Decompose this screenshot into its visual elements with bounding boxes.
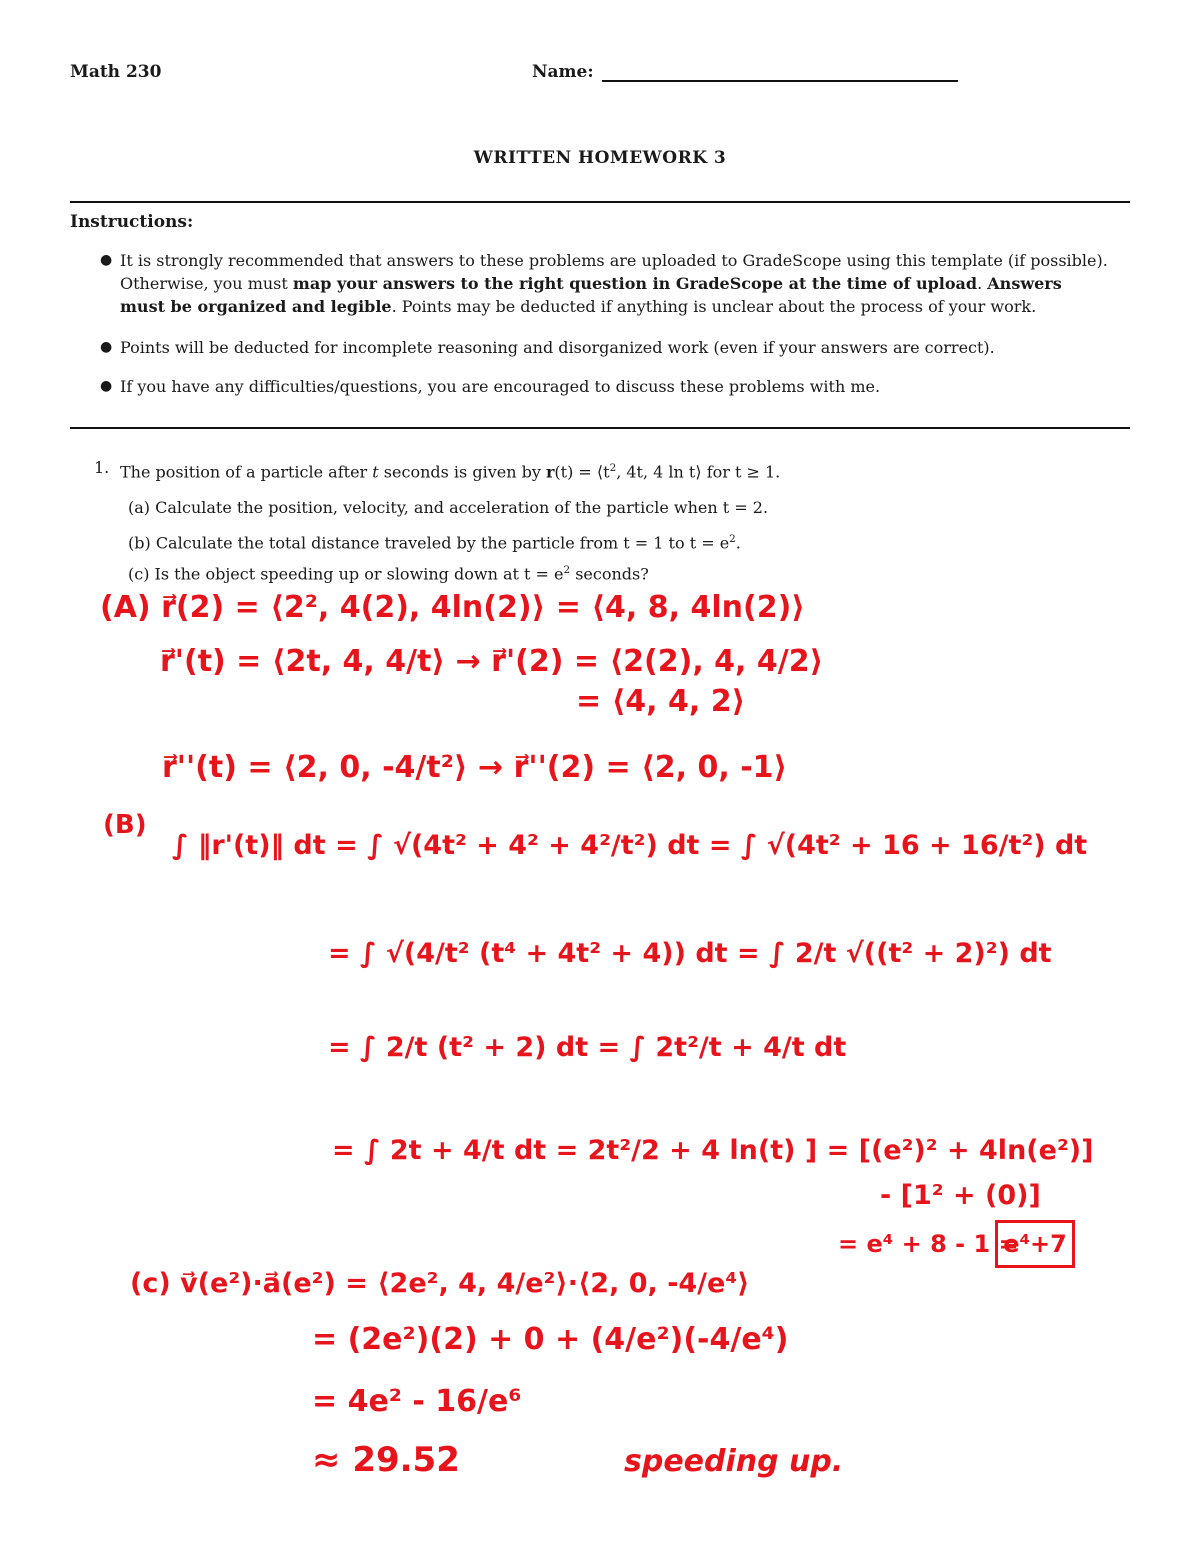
handwritten-a-line-4: r⃗''(t) = ⟨2, 0, -4/t²⟩ → r⃗''(2) = ⟨2, 0, -1⟩ [162, 750, 788, 785]
handwritten-a-line-2: r⃗'(t) = ⟨2t, 4, 4/t⟩ → r⃗'(2) = ⟨2(2), 4, 4/2⟩ [160, 644, 824, 679]
course-label: Math 230 [70, 62, 162, 82]
top-divider [70, 201, 1130, 203]
handwritten-c-line-3: = 4e² - 16/e⁶ [312, 1384, 522, 1419]
bottom-divider [70, 427, 1130, 429]
handwritten-b-line-1: ∫ ‖r'(t)‖ dt = ∫ √(4t² + 4² + 4²/t²) dt = ∫ √(4t² + 16 + 16/t²) dt [172, 830, 1088, 861]
bullet-icon: ● [100, 252, 113, 268]
handwritten-b-line-3: = ∫ 2/t (t² + 2) dt = ∫ 2t²/t + 4/t dt [328, 1032, 847, 1063]
instruction-1-line-2: Otherwise, you must map your answers to the right question in GradeScope at the time of upload. Answers [120, 274, 1062, 293]
page-title: WRITTEN HOMEWORK 3 [473, 148, 727, 168]
handwritten-c-line-2: = (2e²)(2) + 0 + (4/e²)(-4/e⁴) [312, 1322, 789, 1357]
instruction-item-2: Points will be deducted for incomplete reasoning and disorganized work (even if your answers are correct). [120, 338, 995, 357]
handwritten-b-line-2: = ∫ √(4/t² (t⁴ + 4t² + 4)) dt = ∫ 2/t √((t² + 2)²) dt [328, 938, 1052, 969]
handwritten-c-line-4: ≈ 29.52 [312, 1440, 460, 1480]
instruction-1-line-3: must be organized and legible. Points may be deducted if anything is unclear about the process of your work. [120, 297, 1037, 316]
problem-1a: (a) Calculate the position, velocity, and acceleration of the particle when t = 2. [128, 498, 769, 517]
problem-1-number: 1. [94, 458, 110, 477]
handwritten-c-line-5: speeding up. [624, 1444, 844, 1479]
instruction-item-3: If you have any difficulties/questions, you are encouraged to discuss these problems with me. [120, 377, 881, 396]
bullet-icon: ● [100, 339, 113, 355]
bullet-icon: ● [100, 378, 113, 394]
name-label: Name: [532, 62, 594, 82]
instruction-1-line-1: It is strongly recommended that answers to these problems are uploaded to GradeScope using this template (if possible). [120, 251, 1108, 270]
handwritten-b-answer: e⁴+7 [995, 1220, 1075, 1268]
instruction-item-1 [120, 249, 1135, 318]
problem-1c: (c) Is the object speeding up or slowing down at $t = e^2$ seconds? [128, 564, 649, 584]
handwritten-b-line-6: = e⁴ + 8 - 1 = [838, 1230, 1019, 1258]
handwritten-a-line-1: (A) r⃗(2) = ⟨2², 4(2), 4ln(2)⟩ = ⟨4, 8, 4ln(2)⟩ [100, 590, 805, 625]
name-line[interactable] [602, 80, 958, 82]
handwritten-b-line-4: = ∫ 2t + 4/t dt = 2t²/2 + 4 ln(t) ] = [(e²)² + 4ln(e²)] [332, 1135, 1094, 1166]
handwritten-c-line-1: (c) v⃗(e²)·a⃗(e²) = ⟨2e², 4, 4/e²⟩·⟨2, 0, -4/e⁴⟩ [130, 1268, 750, 1299]
problem-1b: (b) Calculate the total distance traveled by the particle from t = 1 to $t = e^2$. [128, 533, 741, 553]
handwritten-b-line-5: - [1² + (0)] [880, 1180, 1041, 1211]
handwritten-a-line-3: = ⟨4, 4, 2⟩ [576, 684, 746, 719]
problem-1-stem: The position of a particle after t seconds is given by $r(t) = ⟨t^2$, 4t, 4 ln t⟩ for t ≥ 1. [120, 462, 781, 482]
handwritten-b-label: (B) [103, 810, 147, 840]
instructions-heading: Instructions: [70, 212, 194, 232]
